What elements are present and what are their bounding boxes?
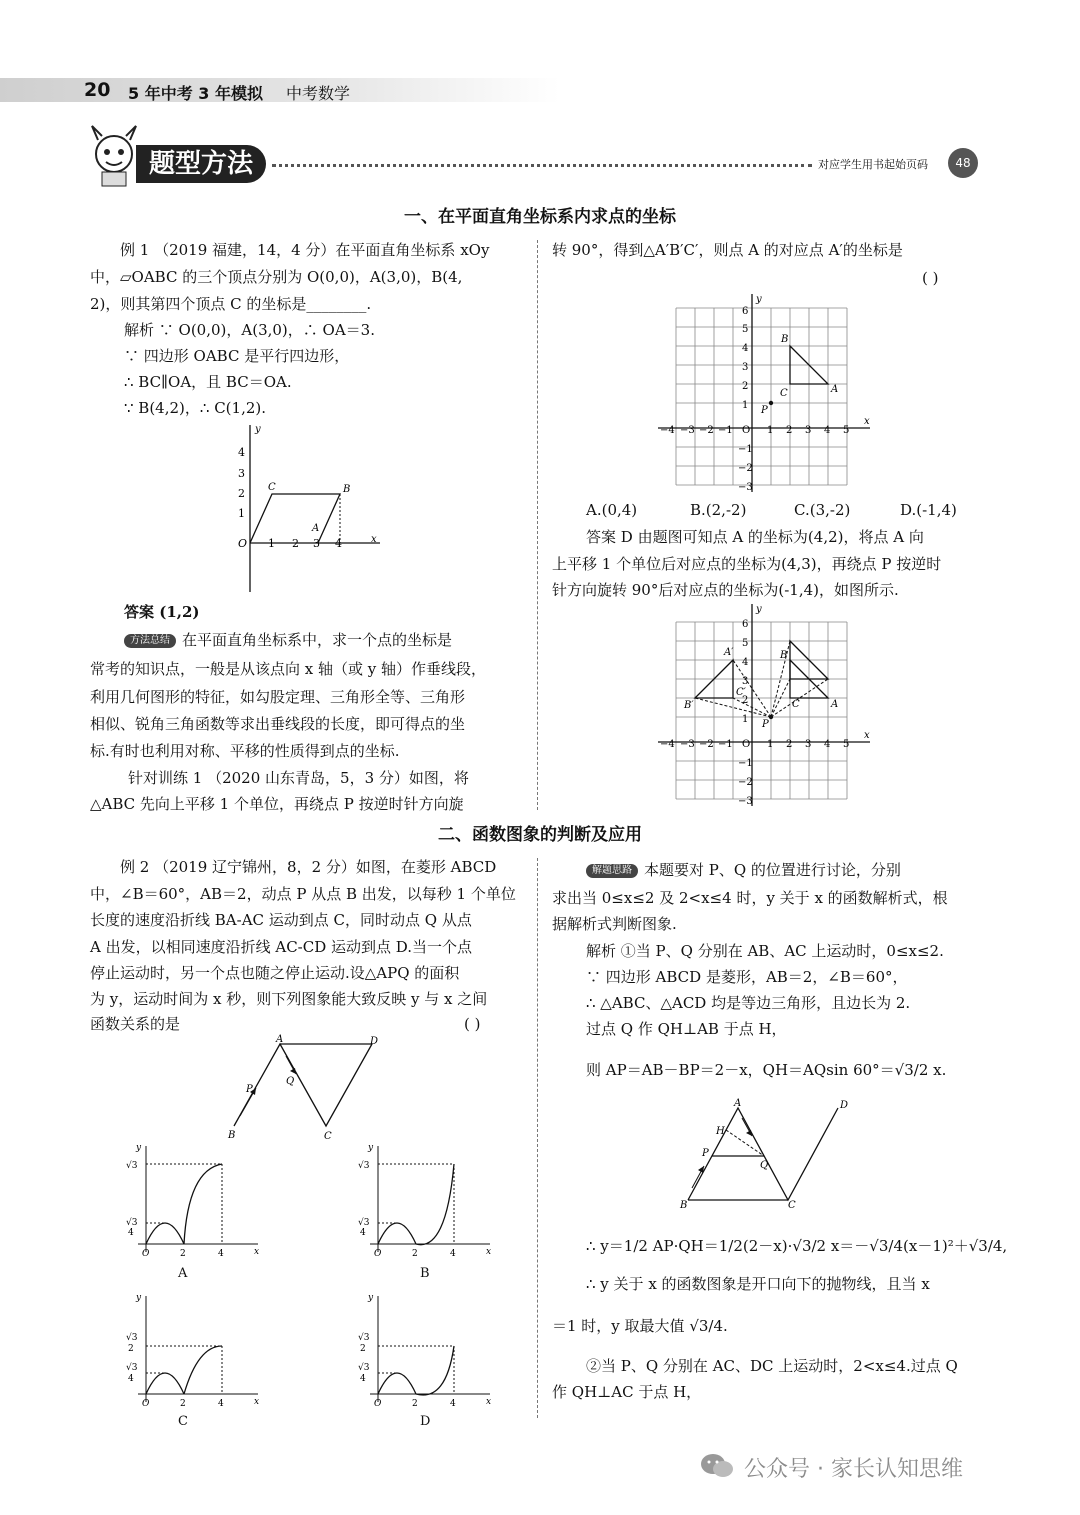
train-line: 转 90°，得到△A′B′C′，则点 A 的对应点 A′的坐标是 [552, 241, 903, 259]
graph-option-d [350, 1290, 500, 1410]
svg-text:4: 4 [128, 1374, 134, 1384]
ref-note: 对应学生用书起始页码 [818, 158, 928, 171]
svg-text:4: 4 [824, 425, 831, 436]
option-c: C.(3,-2) [794, 501, 851, 519]
column-divider [537, 858, 538, 1418]
svg-text:1: 1 [268, 537, 275, 550]
graph-option-c [118, 1290, 268, 1410]
sol-line: 作 QH⊥AC 于点 H， [552, 1383, 702, 1401]
option-d: D.(-1,4) [900, 501, 957, 519]
svg-text:P: P [702, 1148, 709, 1159]
svg-text:−1: −1 [718, 739, 733, 750]
method-tag: 方法总结 [124, 634, 176, 648]
svg-text:2: 2 [292, 537, 299, 550]
svg-text:B′: B′ [684, 700, 694, 711]
svg-text:1: 1 [742, 400, 749, 411]
svg-text:y: y [136, 1293, 142, 1303]
svg-text:3: 3 [313, 537, 320, 550]
svg-text:O: O [142, 1399, 150, 1409]
method-summary: 方法总结 在平面直角坐标系中，求一个点的坐标是 [124, 630, 452, 650]
wechat-icon [700, 1452, 734, 1480]
ref-page-badge: 48 [948, 148, 978, 178]
svg-text:2: 2 [412, 1249, 418, 1259]
svg-text:4: 4 [218, 1249, 224, 1259]
svg-text:−2: −2 [738, 463, 753, 474]
svg-text:−3: −3 [738, 796, 753, 807]
svg-text:4: 4 [360, 1228, 366, 1238]
ex1-analysis: ∴ BC∥OA，且 BC＝OA. [124, 373, 292, 391]
svg-text:4: 4 [218, 1399, 224, 1409]
dotted-rule [272, 164, 812, 167]
train-line: △ABC 先向上平移 1 个单位，再绕点 P 按逆时针方向旋 [90, 795, 464, 813]
svg-text:3: 3 [742, 676, 749, 687]
svg-text:6: 6 [742, 306, 749, 317]
svg-text:3: 3 [805, 739, 812, 750]
graph-label-c: C [178, 1414, 188, 1429]
svg-text:√3: √3 [126, 1363, 138, 1373]
svg-text:2: 2 [786, 739, 793, 750]
svg-text:−2: −2 [699, 739, 714, 750]
rotation-grid-graph [650, 600, 880, 810]
svg-text:4: 4 [742, 343, 749, 354]
option-a: A.(0,4) [586, 501, 638, 519]
svg-text:P: P [761, 405, 768, 416]
svg-text:4: 4 [450, 1399, 456, 1409]
method-line: 利用几何图形的特征，如勾股定理、三角形全等、三角形 [90, 688, 466, 706]
svg-text:−1: −1 [738, 758, 753, 769]
method-line: 常考的知识点，一般是从该点向 x 轴（或 y 轴）作垂线段， [90, 660, 487, 678]
svg-text:3: 3 [238, 467, 245, 480]
svg-text:P: P [762, 719, 769, 730]
svg-text:y: y [756, 294, 762, 305]
svg-text:O: O [374, 1399, 382, 1409]
sol-line: ∵ 四边形 ABCD 是菱形，AB＝2，∠B＝60°， [586, 968, 908, 986]
ex1-line: 中，▱OABC 的三个顶点分别为 O(0,0)，A(3,0)，B(4, [90, 268, 463, 286]
graph-label-d: D [420, 1414, 431, 1429]
svg-text:6: 6 [742, 619, 749, 630]
svg-text:A: A [276, 1034, 284, 1045]
svg-text:−2: −2 [738, 777, 753, 788]
method-line: 相似、锐角三角函数等求出垂线段的长度，即可得点的坐 [90, 715, 466, 733]
svg-text:2: 2 [180, 1249, 186, 1259]
svg-text:√3: √3 [126, 1218, 138, 1228]
svg-text:B: B [343, 484, 351, 495]
svg-text:5: 5 [843, 425, 850, 436]
svg-text:C′: C′ [736, 687, 746, 698]
section2-title: 二、函数图象的判断及应用 [438, 825, 642, 845]
svg-text:C: C [792, 699, 800, 710]
ex1-coordinate-graph [230, 420, 390, 595]
answer-line: 上平移 1 个单位后对应点的坐标为(4,3)，再绕点 P 按逆时 [552, 555, 942, 573]
svg-text:1: 1 [742, 714, 749, 725]
sol-equation: ∴ y＝1/2 AP·QH＝1/2(2－x)·√3/2 x＝－√3/4(x－1)²＋√3/4, [586, 1237, 1008, 1255]
column-divider [537, 240, 538, 810]
svg-text:B: B [781, 334, 789, 345]
ex1-line: 2)，则其第四个顶点 C 的坐标是________. [90, 295, 372, 313]
option-b: B.(2,-2) [690, 501, 747, 519]
svg-text:y: y [756, 604, 762, 615]
svg-text:A: A [831, 384, 839, 395]
svg-text:B: B [780, 650, 788, 661]
ex2-line: 长度的速度沿折线 BA-AC 运动到点 C，同时动点 Q 从点 [90, 911, 472, 929]
svg-text:2: 2 [128, 1344, 134, 1354]
svg-text:√3: √3 [358, 1218, 370, 1228]
page-number: 20 [84, 79, 111, 101]
svg-text:C: C [788, 1200, 796, 1211]
svg-text:−2: −2 [699, 425, 714, 436]
sol-line: ②当 P、Q 分别在 AC、DC 上运动时，2<x≤4.过点 Q [586, 1357, 958, 1375]
section1-title: 一、在平面直角坐标系内求点的坐标 [404, 207, 676, 227]
svg-text:O: O [238, 537, 248, 550]
graph-option-b [350, 1140, 500, 1260]
svg-text:1: 1 [767, 739, 774, 750]
subject: 中考数学 [286, 84, 351, 103]
train1-grid-graph [650, 292, 880, 497]
svg-text:√3: √3 [126, 1161, 138, 1171]
svg-text:O: O [374, 1249, 382, 1259]
sol-line: 过点 Q 作 QH⊥AB 于点 H， [586, 1020, 787, 1038]
svg-text:y: y [136, 1143, 142, 1153]
svg-text:x: x [864, 416, 870, 427]
svg-text:4: 4 [360, 1374, 366, 1384]
svg-text:2: 2 [786, 425, 793, 436]
svg-text:4: 4 [450, 1249, 456, 1259]
svg-text:D: D [840, 1100, 849, 1111]
svg-text:y: y [368, 1143, 374, 1153]
idea-line: 解题思路 本题要对 P、Q 的位置进行讨论，分别 [586, 860, 901, 880]
svg-text:4: 4 [742, 657, 749, 668]
svg-text:4: 4 [335, 537, 342, 550]
answer-bracket: ( ) [922, 269, 939, 287]
svg-text:√3: √3 [358, 1363, 370, 1373]
svg-text:3: 3 [742, 362, 749, 373]
svg-text:A′: A′ [724, 647, 734, 658]
svg-text:C: C [780, 388, 788, 399]
svg-text:y: y [255, 424, 261, 435]
svg-text:4: 4 [128, 1228, 134, 1238]
svg-text:x: x [254, 1247, 260, 1257]
svg-text:O: O [742, 425, 751, 436]
ex1-analysis: ∵ B(4,2)，∴ C(1,2). [124, 399, 267, 417]
ex2-line: 中，∠B＝60°，AB＝2，动点 P 从点 B 出发，以每秒 1 个单位 [90, 885, 516, 903]
ex1-answer: 答案 (1,2) [124, 603, 200, 621]
train-line: 针对训练 1 （2020 山东青岛，5，3 分）如图，将 [128, 769, 469, 787]
svg-text:1: 1 [767, 425, 774, 436]
idea-tag: 解题思路 [586, 864, 638, 878]
watermark: 公众号 · 家长认知思维 [744, 1457, 963, 1482]
ex1-line: 例 1 （2019 福建，14，4 分）在平面直角坐标系 xOy [120, 241, 490, 259]
svg-text:4: 4 [824, 739, 831, 750]
svg-text:2: 2 [360, 1344, 366, 1354]
svg-text:y: y [368, 1293, 374, 1303]
ex2-bracket: ( ) [464, 1015, 481, 1033]
svg-text:2: 2 [180, 1399, 186, 1409]
svg-text:Q: Q [760, 1160, 769, 1171]
svg-text:C: C [268, 482, 276, 493]
svg-text:2: 2 [742, 381, 749, 392]
svg-text:C: C [324, 1131, 332, 1142]
sol-line: ∴ y 关于 x 的函数图象是开口向下的抛物线，且当 x [586, 1275, 930, 1293]
svg-text:x: x [254, 1397, 260, 1407]
svg-text:D: D [370, 1036, 379, 1047]
answer-line: 针方向旋转 90°后对应点的坐标为(-1,4)，如图所示. [552, 581, 899, 599]
svg-text:P: P [246, 1084, 253, 1095]
ex1-analysis: ∵ 四边形 OABC 是平行四边形， [124, 347, 350, 365]
svg-text:−1: −1 [718, 425, 733, 436]
rhombus-figure [220, 1034, 390, 1144]
svg-text:O: O [142, 1249, 150, 1259]
svg-text:x: x [486, 1397, 492, 1407]
ex2-line: 函数关系的是 [90, 1015, 181, 1033]
svg-text:−1: −1 [738, 444, 753, 455]
svg-text:5: 5 [742, 638, 749, 649]
idea-line: 据解析式判断图象. [552, 915, 677, 933]
answer-line: 答案 D 由题图可知点 A 的坐标为(4,2)，将点 A 向 [586, 528, 924, 546]
sol-line: 解析 ①当 P、Q 分别在 AB、AC 上运动时，0≤x≤2. [586, 942, 944, 960]
ex2-line: 例 2 （2019 辽宁锦州，8，2 分）如图，在菱形 ABCD [120, 858, 497, 876]
svg-text:B: B [228, 1130, 236, 1141]
svg-text:−4: −4 [660, 739, 675, 750]
svg-text:B: B [680, 1200, 688, 1211]
svg-text:A: A [831, 699, 839, 710]
graph-label-a: A [178, 1266, 188, 1281]
svg-text:5: 5 [742, 324, 749, 335]
svg-text:2: 2 [238, 487, 245, 500]
svg-text:A: A [734, 1098, 742, 1109]
svg-text:1: 1 [238, 507, 245, 520]
svg-text:−3: −3 [680, 739, 695, 750]
svg-text:−3: −3 [738, 482, 753, 493]
graph-label-b: B [420, 1266, 430, 1281]
sol-line: ∴ △ABC、△ACD 均是等边三角形，且边长为 2. [586, 994, 911, 1012]
svg-text:H: H [716, 1126, 725, 1137]
solution-figure [670, 1096, 860, 1211]
ex2-line: 停止运动时，另一个点也随之停止运动.设△APQ 的面积 [90, 964, 460, 982]
ex1-analysis: 解析 ∵ O(0,0)，A(3,0)，∴ OA＝3. [124, 321, 375, 339]
svg-text:A: A [312, 523, 320, 534]
sol-equation: 则 AP＝AB－BP＝2－x，QH＝AQsin 60°＝√3/2 x. [586, 1061, 947, 1079]
method-line: 标.有时也利用对称、平移的性质得到点的坐标. [90, 742, 400, 760]
idea-line: 求出当 0≤x≤2 及 2<x≤4 时，y 关于 x 的函数解析式，根 [552, 889, 948, 907]
svg-text:2: 2 [742, 695, 749, 706]
svg-text:−3: −3 [680, 425, 695, 436]
svg-text:O: O [742, 739, 751, 750]
mascot-icon [86, 122, 142, 188]
graph-option-a [118, 1140, 268, 1260]
svg-text:Q: Q [286, 1076, 295, 1087]
section-banner: 题型方法 [136, 145, 266, 183]
ex2-line: 为 y，运动时间为 x 秒，则下列图象能大致反映 y 与 x 之间 [90, 990, 488, 1008]
svg-text:x: x [864, 730, 870, 741]
svg-text:−4: −4 [660, 425, 675, 436]
svg-text:√3: √3 [126, 1333, 138, 1343]
book-title: 5 年中考 3 年模拟 [128, 84, 263, 103]
svg-text:√3: √3 [358, 1333, 370, 1343]
svg-text:3: 3 [805, 425, 812, 436]
svg-text:5: 5 [843, 739, 850, 750]
ex2-line: A 出发，以相同速度沿折线 AC-CD 运动到点 D.当一个点 [90, 938, 473, 956]
svg-text:4: 4 [238, 446, 245, 459]
sol-line: ＝1 时，y 取最大值 √3/4. [552, 1317, 728, 1335]
svg-text:x: x [486, 1247, 492, 1257]
svg-text:x: x [371, 534, 377, 545]
svg-text:√3: √3 [358, 1161, 370, 1171]
svg-text:2: 2 [412, 1399, 418, 1409]
